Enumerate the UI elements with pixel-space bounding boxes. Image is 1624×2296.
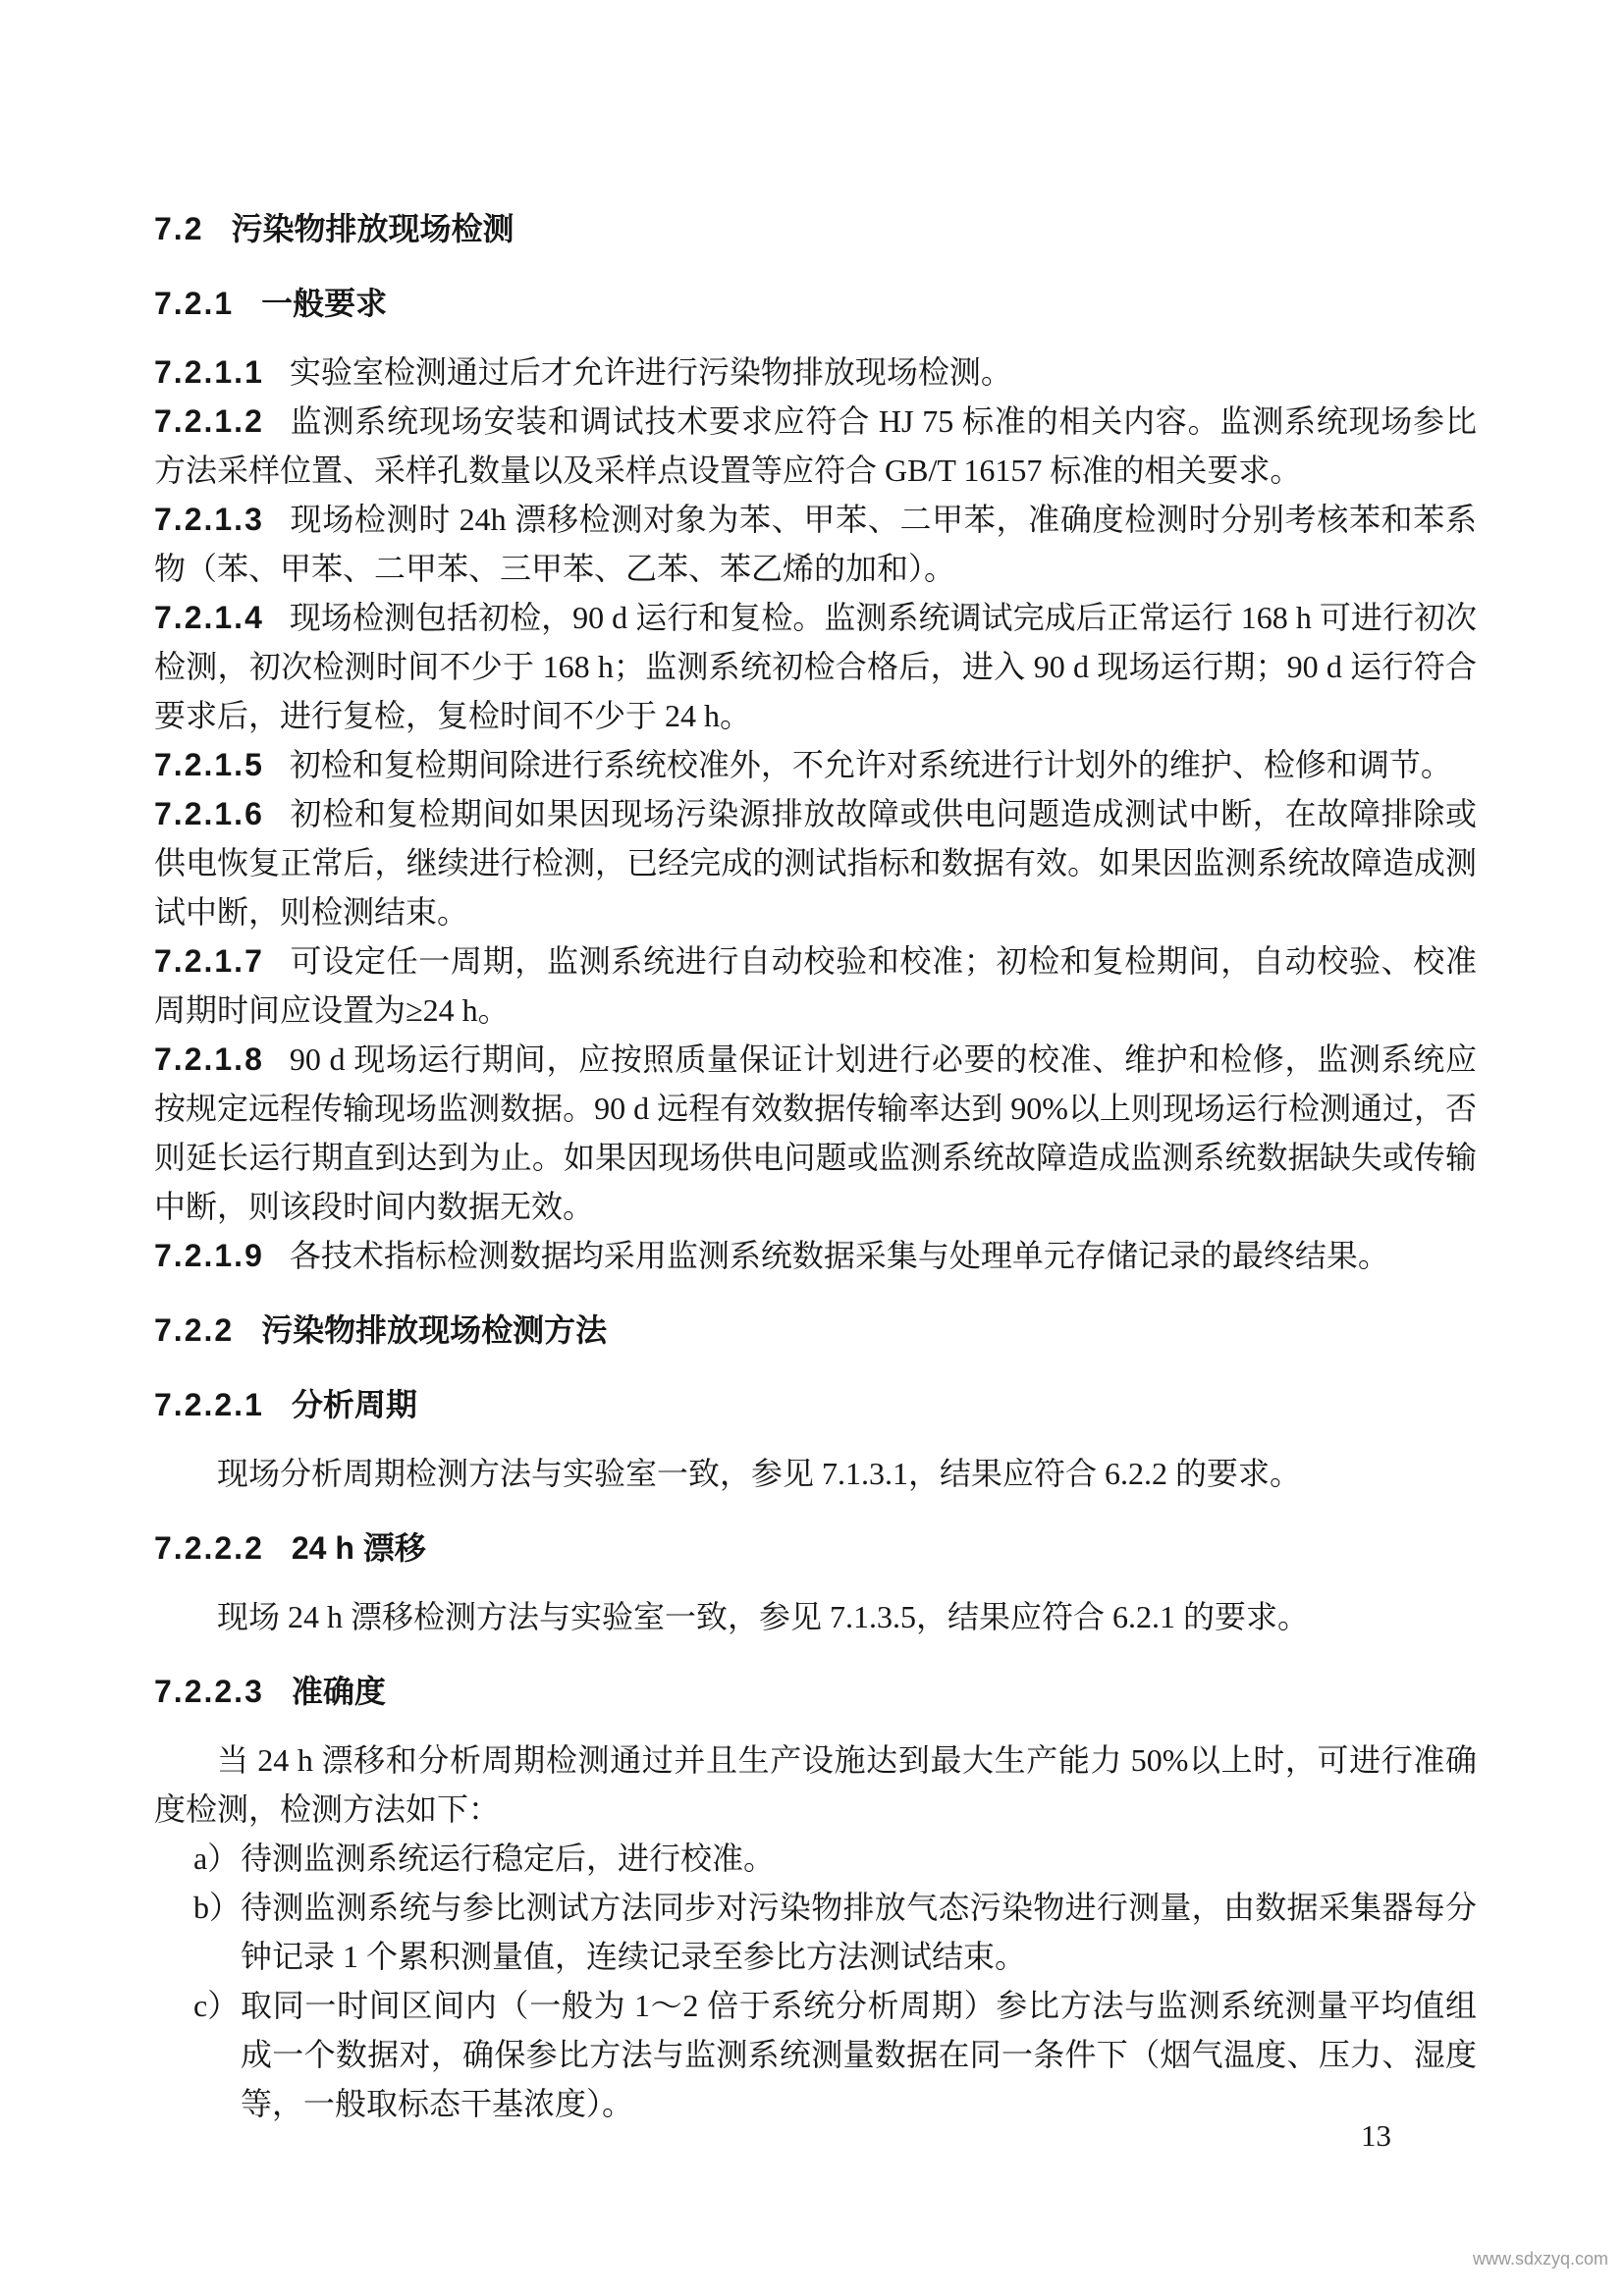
clause-text: 现场检测时 24h 漂移检测对象为苯、甲苯、二甲苯，准确度检测时分别考核苯和苯系物（苯、甲苯、二甲苯、三甲苯、乙苯、苯乙烯的加和）。 bbox=[154, 502, 1477, 586]
clause-7-2-1-2 bbox=[154, 397, 1477, 495]
section-heading-7-2-2-3 bbox=[154, 1667, 1477, 1716]
paragraph-24h-drift: 现场 24 h 漂移检测方法与实验室一致，参见 7.1.3.5，结果应符合 6.2.1 的要求。 bbox=[217, 1599, 1310, 1634]
clause-text: 90 d 现场运行期间，应按照质量保证计划进行必要的校准、维护和检修，监测系统应按规定远程传输现场监测数据。90 d 远程有效数据传输率达到 90%以上则现场运行检测通过，否则延长运行期直到达到为止。如果因现场供电问题或监测系统故障造成监测系统数据缺失或传输中断，则该段时间内数据无效。 bbox=[154, 1041, 1477, 1224]
clause-7-2-1-3 bbox=[154, 495, 1477, 593]
clause-text: 初检和复检期间如果因现场污染源排放故障或供电问题造成测试中断，在故障排除或供电恢复正常后，继续进行检测，已经完成的测试指标和数据有效。如果因监测系统故障造成测试中断，则检测结束。 bbox=[154, 796, 1477, 930]
section-number: 7.2.2.2 bbox=[154, 1530, 264, 1566]
section-heading-7-2-2-2 bbox=[154, 1523, 1477, 1573]
clause-text: 各技术指标检测数据均采用监测系统数据采集与处理单元存储记录的最终结果。 bbox=[289, 1238, 1389, 1273]
clause-number: 7.2.1.1 bbox=[154, 354, 264, 390]
section-title: 24 h 漂移 bbox=[291, 1530, 426, 1566]
section-title: 准确度 bbox=[291, 1674, 386, 1709]
clause-7-2-1-1 bbox=[154, 347, 1477, 397]
clause-text: 初检和复检期间除进行系统校准外，不允许对系统进行计划外的维护、检修和调节。 bbox=[289, 747, 1452, 782]
clause-number: 7.2.1.5 bbox=[154, 747, 264, 782]
section-number: 7.2.1 bbox=[154, 286, 235, 321]
list-marker: c） bbox=[193, 1988, 240, 2023]
section-heading-7-2-2 bbox=[154, 1306, 1477, 1355]
clause-number: 7.2.1.3 bbox=[154, 502, 264, 537]
clause-7-2-1-7 bbox=[154, 936, 1477, 1035]
clause-text: 实验室检测通过后才允许进行污染物排放现场检测。 bbox=[289, 354, 1012, 390]
clause-number: 7.2.1.6 bbox=[154, 796, 264, 831]
clause-text: 现场检测包括初检，90 d 运行和复检。监测系统调试完成后正常运行 168 h 可进行初次检测，初次检测时间不少于 168 h；监测系统初检合格后，进入 90 d 现场运行期；90 d 运行符合要求后，进行复检，复检时间不少于 24 h。 bbox=[154, 600, 1477, 733]
section-heading-7-2 bbox=[154, 204, 1477, 253]
paragraph-analysis-period: 现场分析周期检测方法与实验室一致，参见 7.1.3.1，结果应符合 6.2.2 的要求。 bbox=[217, 1456, 1302, 1491]
section-number: 7.2.2.3 bbox=[154, 1674, 264, 1709]
clause-number: 7.2.1.8 bbox=[154, 1041, 264, 1077]
section-number: 7.2.2 bbox=[154, 1312, 235, 1348]
clause-text: 监测系统现场安装和调试技术要求应符合 HJ 75 标准的相关内容。监测系统现场参比方法采样位置、采样孔数量以及采样点设置等应符合 GB/T 16157 标准的相关要求。 bbox=[154, 403, 1477, 488]
clause-text: 可设定任一周期，监测系统进行自动校验和校准；初检和复检期间，自动校验、校准周期时间应设置为≥24 h。 bbox=[154, 943, 1477, 1028]
clause-number: 7.2.1.7 bbox=[154, 943, 264, 979]
list-item-b bbox=[154, 1883, 1477, 1981]
list-marker: a） bbox=[193, 1841, 240, 1876]
section-title: 分析周期 bbox=[291, 1387, 417, 1422]
clause-number: 7.2.1.9 bbox=[154, 1238, 264, 1273]
accuracy-steps-list bbox=[154, 1834, 1477, 2128]
clause-7-2-1-5 bbox=[154, 740, 1477, 789]
clause-7-2-1-9 bbox=[154, 1231, 1477, 1280]
section-title: 污染物排放现场检测方法 bbox=[261, 1312, 608, 1348]
list-item-a bbox=[154, 1834, 1477, 1883]
clause-7-2-1-4 bbox=[154, 593, 1477, 740]
watermark: www.sdxzyq.com bbox=[1472, 2249, 1608, 2269]
section-heading-7-2-1 bbox=[154, 279, 1477, 328]
paragraph-accuracy-intro: 当 24 h 漂移和分析周期检测通过并且生产设施达到最大生产能力 50%以上时，可进行准确度检测，检测方法如下： bbox=[154, 1742, 1477, 1827]
list-item-text: 待测监测系统运行稳定后，进行校准。 bbox=[241, 1841, 776, 1876]
clause-7-2-1-8 bbox=[154, 1035, 1477, 1231]
clause-number: 7.2.1.2 bbox=[154, 403, 264, 439]
clause-number: 7.2.1.4 bbox=[154, 600, 264, 635]
section-title: 污染物排放现场检测 bbox=[231, 211, 514, 246]
section-heading-7-2-2-1 bbox=[154, 1380, 1477, 1429]
section-number: 7.2.2.1 bbox=[154, 1387, 264, 1422]
page-number: 13 bbox=[1361, 2118, 1391, 2153]
section-title: 一般要求 bbox=[261, 286, 388, 321]
clause-7-2-1-6 bbox=[154, 789, 1477, 936]
list-item-text: 取同一时间区间内（一般为 1～2 倍于系统分析周期）参比方法与监测系统测量平均值组成一个数据对，确保参比方法与监测系统测量数据在同一条件下（烟气温度、压力、湿度等，一般取标态干基浓度）。 bbox=[241, 1988, 1477, 2121]
section-number: 7.2 bbox=[154, 211, 204, 246]
list-marker: b） bbox=[193, 1890, 242, 1925]
list-item-c bbox=[154, 1981, 1477, 2128]
list-item-text: 待测监测系统与参比测试方法同步对污染物排放气态污染物进行测量，由数据采集器每分钟记录 1 个累积测量值，连续记录至参比方法测试结束。 bbox=[241, 1890, 1477, 1974]
